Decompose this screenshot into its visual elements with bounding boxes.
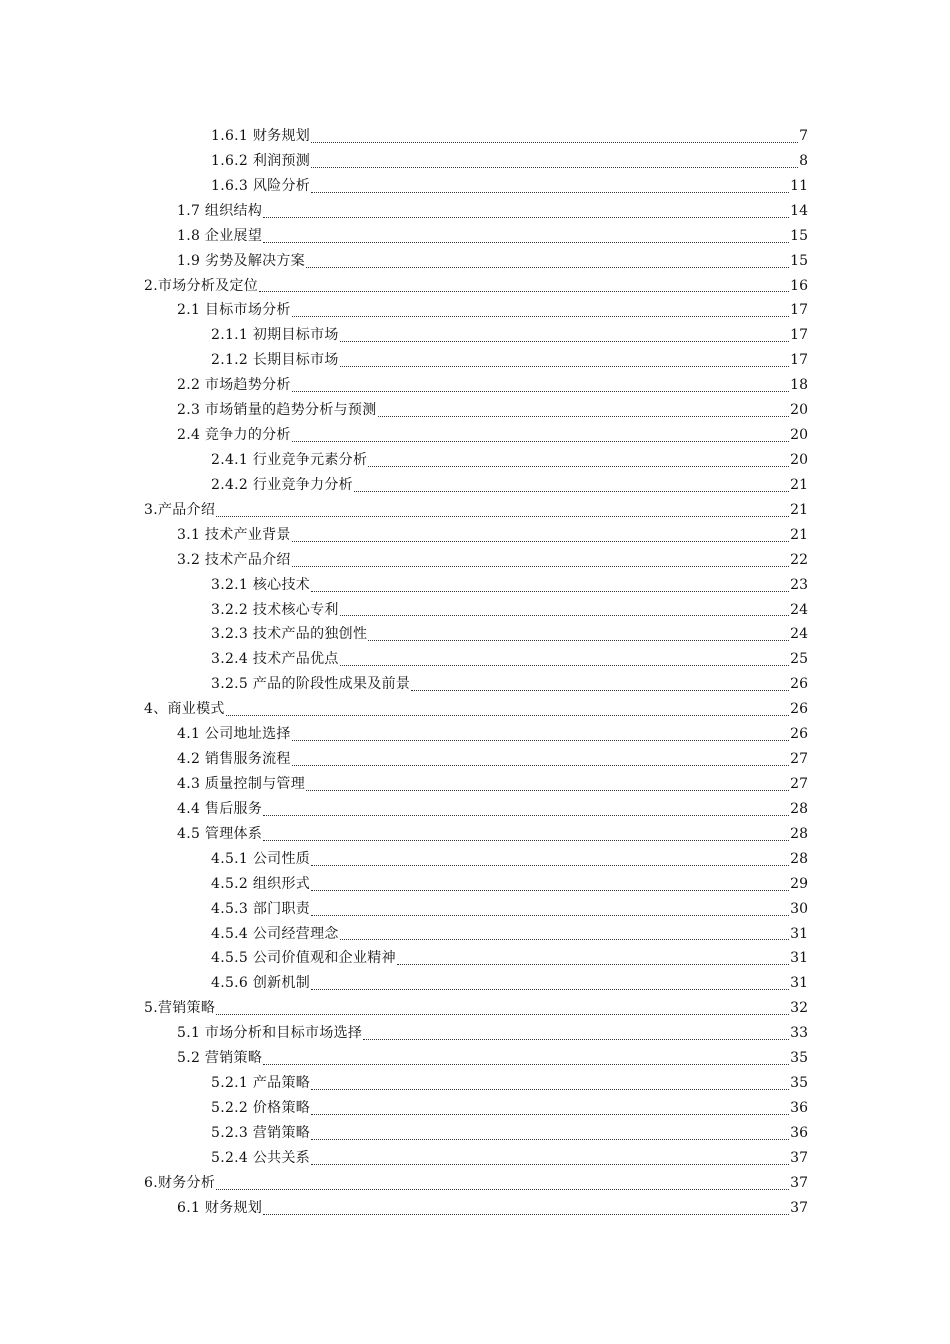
toc-dot-leader bbox=[378, 415, 790, 417]
toc-entry-page-number: 14 bbox=[790, 202, 808, 219]
toc-entry[interactable] bbox=[0, 946, 950, 971]
toc-entry-page-number: 24 bbox=[790, 626, 808, 643]
toc-dot-leader bbox=[292, 390, 789, 392]
toc-dot-leader bbox=[263, 839, 789, 841]
toc-entry-page-number: 21 bbox=[790, 501, 808, 518]
toc-dot-leader bbox=[311, 141, 798, 143]
toc-entry[interactable] bbox=[0, 847, 950, 872]
toc-entry[interactable] bbox=[0, 398, 950, 423]
toc-entry[interactable] bbox=[0, 722, 950, 747]
toc-dot-leader bbox=[363, 1038, 789, 1040]
toc-entry-page-number: 20 bbox=[790, 451, 808, 468]
toc-dot-leader bbox=[263, 1063, 789, 1065]
toc-entry-title: 4.5.1 公司性质 bbox=[211, 850, 311, 867]
toc-entry-page-number: 26 bbox=[790, 701, 808, 718]
toc-entry-title: 4.5.6 创新机制 bbox=[211, 975, 311, 992]
toc-entry-title: 3.2.2 技术核心专利 bbox=[211, 601, 339, 618]
toc-entry-title: 4.4 售后服务 bbox=[177, 800, 263, 817]
toc-entry-page-number: 22 bbox=[790, 551, 808, 568]
toc-entry-page-number: 27 bbox=[790, 775, 808, 792]
toc-entry[interactable] bbox=[0, 797, 950, 822]
toc-entry-title: 5.2.1 产品策略 bbox=[211, 1075, 311, 1092]
toc-entry[interactable] bbox=[0, 1146, 950, 1171]
toc-dot-leader bbox=[263, 1213, 789, 1215]
toc-entry-title: 4.5.3 部门职责 bbox=[211, 900, 311, 917]
toc-entry[interactable] bbox=[0, 922, 950, 947]
toc-dot-leader bbox=[292, 565, 789, 567]
toc-entry-page-number: 28 bbox=[790, 850, 808, 867]
toc-dot-leader bbox=[306, 789, 789, 791]
toc-entry-page-number: 29 bbox=[790, 875, 808, 892]
toc-entry[interactable] bbox=[0, 996, 950, 1021]
toc-entry-title: 1.6.2 利润预测 bbox=[211, 152, 311, 169]
toc-dot-leader bbox=[340, 365, 790, 367]
toc-entry-page-number: 35 bbox=[790, 1075, 808, 1092]
toc-dot-leader bbox=[292, 739, 789, 741]
toc-entry-title: 5.2.2 价格策略 bbox=[211, 1099, 311, 1116]
toc-entry-page-number: 31 bbox=[790, 975, 808, 992]
toc-entry[interactable] bbox=[0, 872, 950, 897]
toc-entry-title: 1.7 组织结构 bbox=[177, 202, 263, 219]
toc-dot-leader bbox=[311, 1163, 789, 1165]
toc-entry[interactable] bbox=[0, 498, 950, 523]
toc-entry-page-number: 31 bbox=[790, 925, 808, 942]
toc-dot-leader bbox=[216, 1188, 789, 1190]
toc-entry-title: 3.2.4 技术产品优点 bbox=[211, 651, 339, 668]
toc-entry[interactable] bbox=[0, 473, 950, 498]
toc-entry[interactable] bbox=[0, 822, 950, 847]
toc-dot-leader bbox=[311, 988, 789, 990]
toc-entry[interactable] bbox=[0, 423, 950, 448]
toc-entry-title: 2.3 市场销量的趋势分析与预测 bbox=[177, 402, 377, 419]
toc-dot-leader bbox=[340, 340, 790, 342]
toc-dot-leader bbox=[216, 515, 789, 517]
toc-entry-page-number: 30 bbox=[790, 900, 808, 917]
toc-dot-leader bbox=[292, 440, 789, 442]
toc-dot-leader bbox=[340, 938, 790, 940]
toc-entry[interactable] bbox=[0, 323, 950, 348]
toc-entry-page-number: 28 bbox=[790, 825, 808, 842]
toc-entry[interactable] bbox=[0, 1121, 950, 1146]
toc-entry-page-number: 33 bbox=[790, 1025, 808, 1042]
toc-entry-title: 4、商业模式 bbox=[144, 701, 225, 718]
toc-dot-leader bbox=[226, 714, 789, 716]
toc-dot-leader bbox=[311, 889, 789, 891]
toc-entry-title: 1.9 劣势及解决方案 bbox=[177, 252, 306, 269]
toc-entry-page-number: 26 bbox=[790, 676, 808, 693]
toc-entry[interactable] bbox=[0, 523, 950, 548]
toc-entry-title: 4.3 质量控制与管理 bbox=[177, 775, 306, 792]
toc-entry-page-number: 32 bbox=[790, 1000, 808, 1017]
toc-dot-leader bbox=[263, 814, 789, 816]
toc-entry-title: 2.4.2 行业竞争力分析 bbox=[211, 476, 353, 493]
toc-entry-page-number: 25 bbox=[790, 651, 808, 668]
toc-entry-title: 1.8 企业展望 bbox=[177, 227, 263, 244]
toc-dot-leader bbox=[368, 465, 789, 467]
toc-entry[interactable] bbox=[0, 747, 950, 772]
toc-entry-title: 4.2 销售服务流程 bbox=[177, 751, 291, 768]
toc-entry-title: 5.1 市场分析和目标市场选择 bbox=[177, 1025, 363, 1042]
toc-entry[interactable] bbox=[0, 274, 950, 299]
toc-entry-page-number: 28 bbox=[790, 800, 808, 817]
toc-entry-page-number: 23 bbox=[790, 576, 808, 593]
toc-entry-title: 1.6.1 财务规划 bbox=[211, 128, 311, 144]
toc-entry[interactable] bbox=[0, 1196, 950, 1221]
toc-entry-title: 3.2 技术产品介绍 bbox=[177, 551, 291, 568]
toc-entry-page-number: 17 bbox=[790, 327, 808, 344]
toc-entry-title: 6.财务分析 bbox=[144, 1174, 216, 1191]
toc-entry-title: 3.2.3 技术产品的独创性 bbox=[211, 626, 368, 643]
toc-entry[interactable] bbox=[0, 697, 950, 722]
toc-entry-page-number: 15 bbox=[790, 227, 808, 244]
toc-entry-page-number: 24 bbox=[790, 601, 808, 618]
toc-entry-title: 3.2.5 产品的阶段性成果及前景 bbox=[211, 676, 411, 693]
toc-entry-title: 4.5 管理体系 bbox=[177, 825, 263, 842]
toc-entry-page-number: 21 bbox=[790, 476, 808, 493]
toc-entry[interactable] bbox=[0, 174, 950, 199]
toc-entry[interactable] bbox=[0, 897, 950, 922]
toc-entry-page-number: 36 bbox=[790, 1099, 808, 1116]
toc-entry-page-number: 15 bbox=[790, 252, 808, 269]
toc-dot-leader bbox=[311, 1113, 789, 1115]
toc-entry-page-number: 37 bbox=[790, 1174, 808, 1191]
toc-entry[interactable] bbox=[0, 772, 950, 797]
toc-entry-page-number: 18 bbox=[790, 377, 808, 394]
toc-entry[interactable] bbox=[0, 573, 950, 598]
toc-entry[interactable] bbox=[0, 971, 950, 996]
toc-entry-page-number: 37 bbox=[790, 1149, 808, 1166]
toc-entry[interactable] bbox=[0, 1096, 950, 1121]
toc-entry-page-number: 26 bbox=[790, 726, 808, 743]
toc-entry[interactable] bbox=[0, 199, 950, 224]
toc-entry-title: 5.2 营销策略 bbox=[177, 1050, 263, 1067]
toc-dot-leader bbox=[354, 490, 789, 492]
toc-entry[interactable] bbox=[0, 298, 950, 323]
toc-dot-leader bbox=[340, 614, 790, 616]
toc-dot-leader bbox=[306, 266, 789, 268]
toc-entry[interactable] bbox=[0, 1071, 950, 1096]
toc-dot-leader bbox=[311, 1088, 789, 1090]
toc-entry[interactable] bbox=[0, 373, 950, 398]
toc-entry[interactable] bbox=[0, 448, 950, 473]
toc-entry-title: 3.2.1 核心技术 bbox=[211, 576, 311, 593]
toc-dot-leader bbox=[340, 664, 790, 666]
toc-entry-page-number: 21 bbox=[790, 526, 808, 543]
toc-entry[interactable] bbox=[0, 249, 950, 274]
toc-dot-leader bbox=[259, 290, 789, 292]
toc-entry[interactable] bbox=[0, 672, 950, 697]
toc-entry[interactable] bbox=[0, 598, 950, 623]
toc-entry[interactable] bbox=[0, 1046, 950, 1071]
toc-entry-title: 3.产品介绍 bbox=[144, 501, 216, 518]
toc-entry-page-number: 8 bbox=[799, 152, 808, 169]
toc-entry-title: 2.1.2 长期目标市场 bbox=[211, 352, 339, 369]
toc-entry-title: 4.5.4 公司经营理念 bbox=[211, 925, 339, 942]
toc-dot-leader bbox=[311, 914, 789, 916]
toc-dot-leader bbox=[263, 241, 789, 243]
toc-entry[interactable] bbox=[0, 1171, 950, 1196]
toc-dot-leader bbox=[263, 216, 789, 218]
toc-entry-title: 2.1 目标市场分析 bbox=[177, 302, 291, 319]
toc-dot-leader bbox=[292, 764, 789, 766]
toc-entry-page-number: 35 bbox=[790, 1050, 808, 1067]
toc-entry-title: 2.4 竞争力的分析 bbox=[177, 427, 291, 444]
toc-entry[interactable] bbox=[0, 348, 950, 373]
toc-entry-page-number: 16 bbox=[790, 277, 808, 294]
toc-entry[interactable] bbox=[0, 1021, 950, 1046]
toc-dot-leader bbox=[311, 864, 789, 866]
toc-entry-title: 4.5.2 组织形式 bbox=[211, 875, 311, 892]
toc-entry-page-number: 17 bbox=[790, 302, 808, 319]
toc-entry[interactable] bbox=[0, 224, 950, 249]
toc-entry-page-number: 7 bbox=[799, 128, 808, 144]
toc-entry-page-number: 20 bbox=[790, 402, 808, 419]
toc-dot-leader bbox=[311, 191, 789, 193]
toc-dot-leader bbox=[292, 315, 789, 317]
toc-entry-page-number: 17 bbox=[790, 352, 808, 369]
toc-entry-page-number: 37 bbox=[790, 1199, 808, 1216]
toc-dot-leader bbox=[311, 166, 798, 168]
toc-entry-title: 5.2.3 营销策略 bbox=[211, 1124, 311, 1141]
toc-entry-title: 6.1 财务规划 bbox=[177, 1199, 263, 1216]
toc-entry-title: 2.市场分析及定位 bbox=[144, 277, 259, 294]
toc-entry[interactable] bbox=[0, 622, 950, 647]
toc-entry-title: 5.营销策略 bbox=[144, 1000, 216, 1017]
toc-entry-title: 2.1.1 初期目标市场 bbox=[211, 327, 339, 344]
toc-dot-leader bbox=[397, 963, 789, 965]
toc-entry-title: 1.6.3 风险分析 bbox=[211, 177, 311, 194]
toc-entry-title: 5.2.4 公共关系 bbox=[211, 1149, 311, 1166]
toc-dot-leader bbox=[311, 590, 789, 592]
toc-entry-title: 3.1 技术产业背景 bbox=[177, 526, 291, 543]
toc-entry-page-number: 20 bbox=[790, 427, 808, 444]
toc-entry[interactable] bbox=[0, 548, 950, 573]
toc-entry-title: 4.5.5 公司价值观和企业精神 bbox=[211, 950, 396, 967]
toc-dot-leader bbox=[216, 1013, 789, 1015]
toc-entry-page-number: 31 bbox=[790, 950, 808, 967]
toc-entry[interactable] bbox=[0, 124, 950, 149]
toc-dot-leader bbox=[292, 540, 789, 542]
toc-entry-page-number: 27 bbox=[790, 751, 808, 768]
table-of-contents bbox=[0, 124, 950, 1221]
toc-entry-title: 2.2 市场趋势分析 bbox=[177, 377, 291, 394]
toc-entry-title: 4.1 公司地址选择 bbox=[177, 726, 291, 743]
toc-dot-leader bbox=[311, 1138, 789, 1140]
toc-entry-title: 2.4.1 行业竞争元素分析 bbox=[211, 451, 368, 468]
toc-dot-leader bbox=[411, 689, 789, 691]
toc-entry-page-number: 36 bbox=[790, 1124, 808, 1141]
toc-entry[interactable] bbox=[0, 149, 950, 174]
toc-entry-page-number: 11 bbox=[790, 177, 808, 194]
toc-dot-leader bbox=[368, 639, 789, 641]
toc-entry[interactable] bbox=[0, 647, 950, 672]
